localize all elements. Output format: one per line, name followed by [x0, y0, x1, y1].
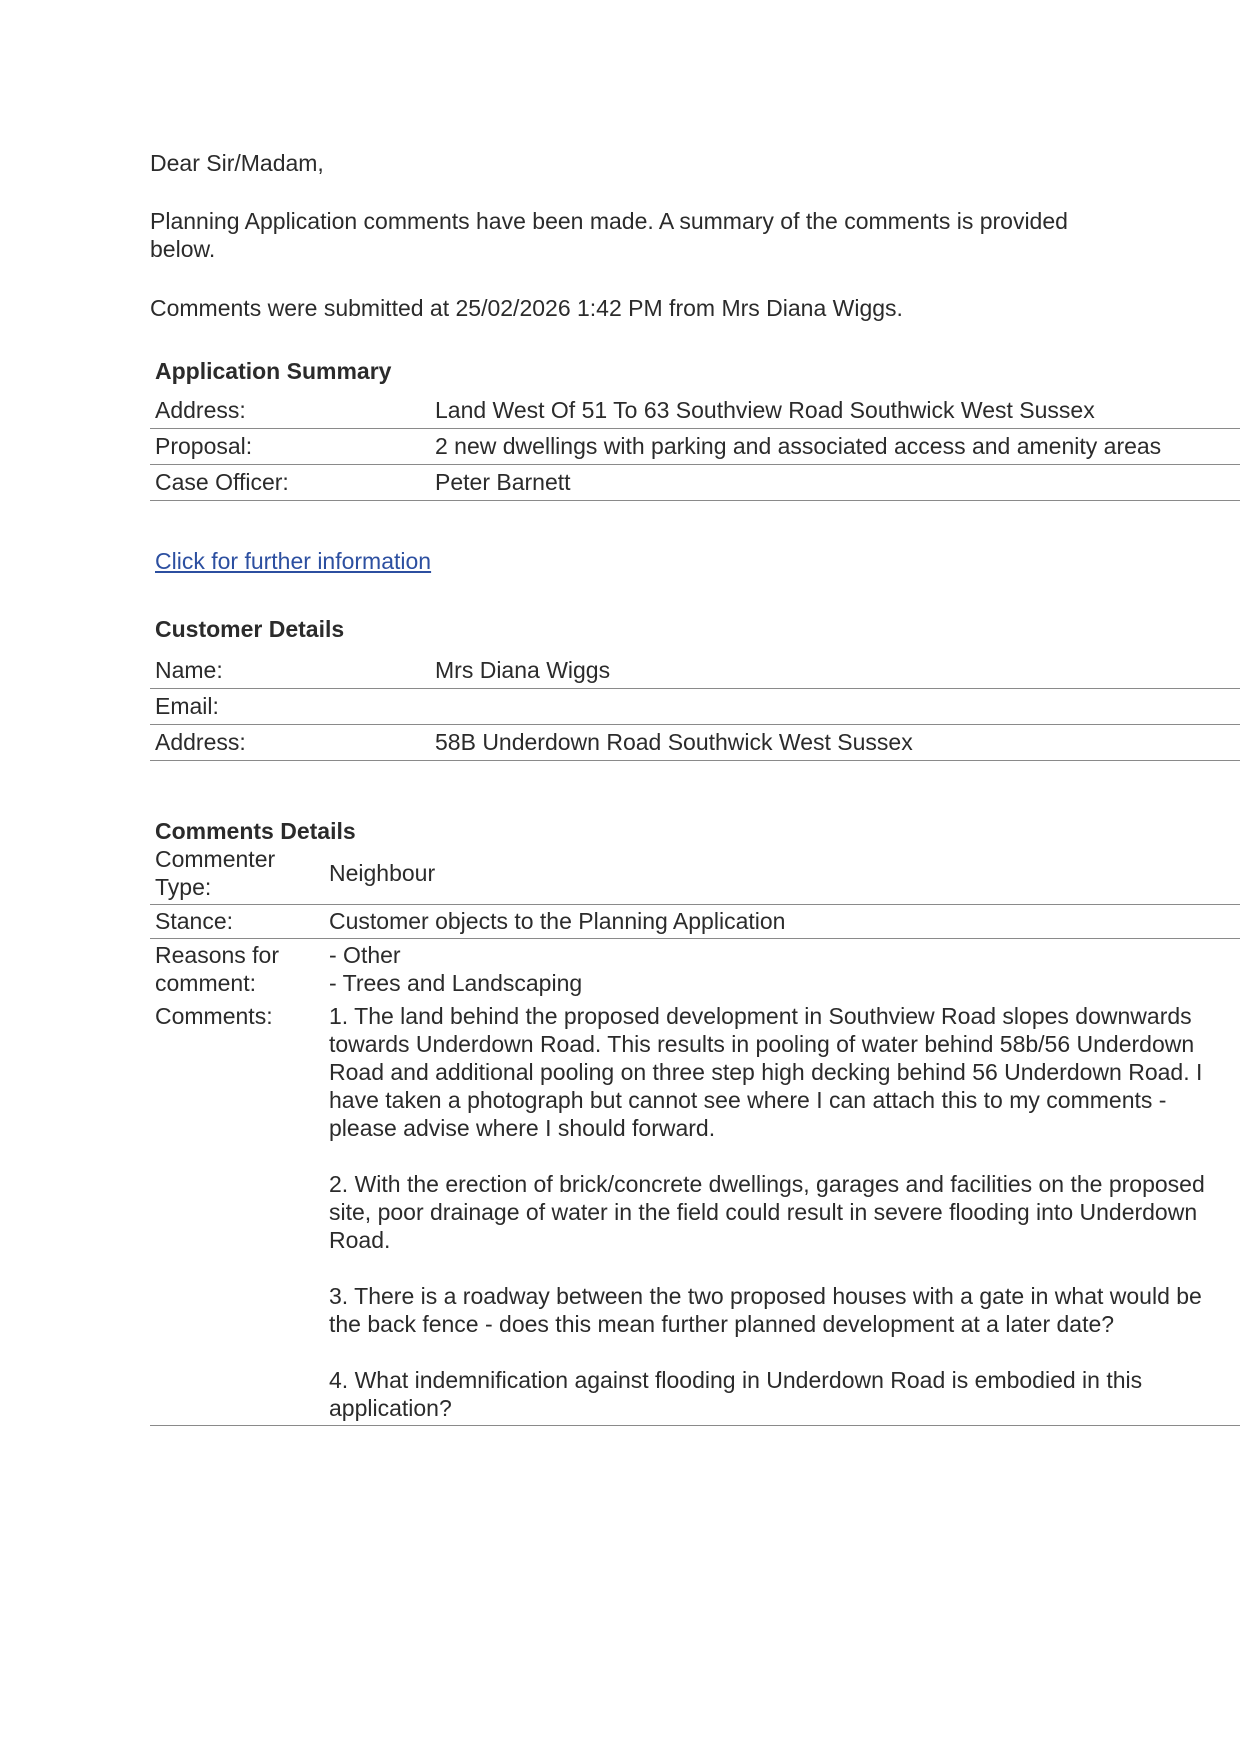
stance-value: Customer objects to the Planning Application — [324, 905, 1240, 939]
table-row — [150, 465, 1240, 501]
table-row — [150, 905, 1240, 939]
table-row — [150, 725, 1240, 761]
case-officer-value: Peter Barnett — [430, 465, 1240, 501]
table-row — [150, 653, 1240, 689]
comments-label: Comments: — [150, 1000, 324, 1426]
reasons-label: Reasons for comment: — [155, 942, 280, 996]
comment-paragraph: 1. The land behind the proposed development in Southview Road slopes downwards towards Underdown Road. This results in pooling of water behind 58b/56 Underdown Road and additional pooling on three step high decking behind 56 Underdown Road. I have taken a photograph but cannot see where I can attach this to my comments - please advise where I should forward. — [329, 1003, 1203, 1141]
commenter-type-value: Neighbour — [324, 843, 1240, 905]
comment-paragraph: 4. What indemnification against flooding in Underdown Road is embodied in this application? — [329, 1367, 1143, 1421]
proposal-value: 2 new dwellings with parking and associated access and amenity areas — [430, 429, 1240, 465]
submitted-text: Comments were submitted at 25/02/2026 1:42 PM from Mrs Diana Wiggs. — [150, 295, 903, 321]
email-value — [430, 689, 1240, 725]
table-row — [150, 689, 1240, 725]
comments-value — [324, 1000, 1240, 1426]
comment-paragraph: 2. With the erection of brick/concrete dwellings, garages and facilities on the proposed site, poor drainage of water in the field could result in severe flooding into Underdown Road. — [329, 1171, 1205, 1253]
customer-address-value: 58B Underdown Road Southwick West Sussex — [430, 725, 1240, 761]
stance-label: Stance: — [150, 905, 324, 939]
table-row — [150, 843, 1240, 905]
reasons-value — [324, 939, 1240, 1001]
customer-details-title: Customer Details — [155, 616, 345, 642]
email-label: Email: — [150, 689, 430, 725]
commenter-type-label: Commenter Type: — [150, 843, 324, 905]
proposal-label: Proposal: — [150, 429, 430, 465]
application-summary-title: Application Summary — [155, 358, 392, 384]
greeting: Dear Sir/Madam, — [150, 150, 324, 176]
name-value: Mrs Diana Wiggs — [430, 653, 1240, 689]
comments-details-title: Comments Details — [155, 818, 356, 844]
reason-item: - Trees and Landscaping — [329, 970, 583, 996]
table-row — [150, 429, 1240, 465]
address-value: Land West Of 51 To 63 Southview Road Southwick West Sussex — [430, 393, 1240, 429]
case-officer-label: Case Officer: — [150, 465, 430, 501]
table-row — [150, 1000, 1240, 1426]
intro-text: Planning Application comments have been made. A summary of the comments is provided below. — [150, 208, 1068, 262]
application-summary-table — [150, 393, 1240, 501]
comment-paragraph: 3. There is a roadway between the two proposed houses with a gate in what would be the back fence - does this mean further planned development at a later date? — [329, 1283, 1202, 1337]
customer-address-label: Address: — [150, 725, 430, 761]
further-information-link[interactable]: Click for further information — [155, 548, 432, 574]
table-row — [150, 393, 1240, 429]
table-row — [150, 939, 1240, 1001]
customer-details-table — [150, 653, 1240, 761]
reason-item: - Other — [329, 942, 401, 968]
address-label: Address: — [150, 393, 430, 429]
comments-details-table — [150, 843, 1240, 1426]
name-label: Name: — [150, 653, 430, 689]
